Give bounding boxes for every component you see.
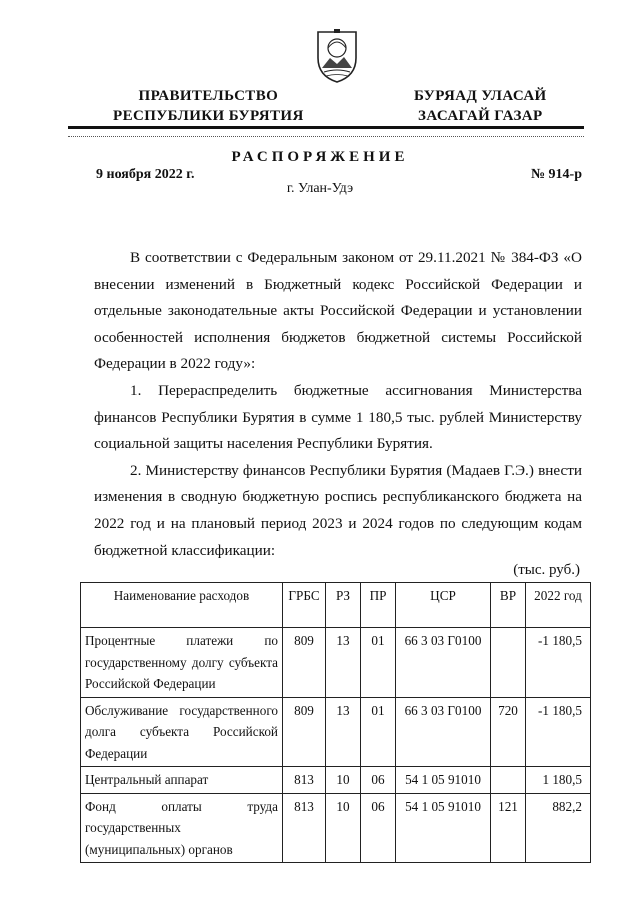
table-cell-csr: 54 1 05 91010: [396, 767, 491, 794]
table-row: [81, 628, 591, 698]
table-cell-rz: 10: [326, 767, 361, 794]
document-city: г. Улан-Удэ: [286, 181, 354, 196]
header-left-line1: ПРАВИТЕЛЬСТВО: [138, 88, 279, 104]
table-cell-grbs: 813: [283, 767, 326, 794]
table-row: [81, 793, 591, 863]
table-cell-rz: 13: [326, 697, 361, 767]
paragraph-preamble: В соответствии с Федеральным законом от 29.11.2021 № 384-ФЗ «О внесении изменений в Бюджетный кодекс Российской Федерации и отдельные законодательные акты Российской Федерации и установлении особенностей исполнения бюджетов бюджетной системы Российской Федерации в 2022 году»:: [94, 249, 582, 373]
coat-of-arms-icon: [314, 28, 360, 84]
col-header-csr: ЦСР: [396, 583, 491, 628]
table-cell-csr: 66 3 03 Г0100: [396, 628, 491, 698]
table-cell-name: Обслуживание государственного долга субъекта Российской Федерации: [81, 697, 283, 767]
table-cell-grbs: 809: [283, 697, 326, 767]
table-cell-vr: 720: [491, 697, 526, 767]
table-cell-vr: [491, 628, 526, 698]
table-header-row: [81, 583, 591, 628]
table-cell-grbs: 809: [283, 628, 326, 698]
table-cell-pr: 06: [361, 793, 396, 863]
col-header-2022: 2022 год: [526, 583, 591, 628]
header-left-line2: РЕСПУБЛИКИ БУРЯТИЯ: [113, 108, 304, 124]
header-right-line1: БУРЯАД УЛАСАЙ: [414, 88, 547, 104]
header-rule: [68, 126, 584, 129]
header-dotted-rule: [68, 136, 584, 137]
col-header-grbs: ГРБС: [283, 583, 326, 628]
table-cell-vr: 121: [491, 793, 526, 863]
table-cell-amount: 882,2: [526, 793, 591, 863]
table-cell-name: Центральный аппарат: [81, 767, 283, 794]
col-header-pr: ПР: [361, 583, 396, 628]
table-cell-rz: 10: [326, 793, 361, 863]
units-label: (тыс. руб.): [513, 562, 580, 578]
paragraph-item-1: 1. Перераспределить бюджетные ассигнования Министерства финансов Республики Бурятия в сумме 1 180,5 тыс. рублей Министерству социальной защиты населения Республики Бурятия.: [94, 381, 582, 453]
table-cell-csr: 66 3 03 Г0100: [396, 697, 491, 767]
budget-table: [80, 582, 591, 863]
table-cell-pr: 01: [361, 628, 396, 698]
table-cell-csr: 54 1 05 91010: [396, 793, 491, 863]
table-cell-name: Процентные платежи по государственному долгу субъекта Российской Федерации: [81, 628, 283, 698]
document-body: [94, 245, 582, 564]
table-cell-vr: [491, 767, 526, 794]
table-cell-name: Фонд оплаты труда государственных (муниципальных) органов: [81, 793, 283, 863]
header-left: [113, 86, 304, 126]
header-right: [414, 86, 547, 126]
table-cell-amount: -1 180,5: [526, 697, 591, 767]
col-header-rz: РЗ: [326, 583, 361, 628]
document-date: 9 ноября 2022 г.: [96, 167, 195, 182]
table-cell-rz: 13: [326, 628, 361, 698]
col-header-name: Наименование расходов: [81, 583, 283, 628]
table-cell-pr: 01: [361, 697, 396, 767]
paragraph-item-2: 2. Министерству финансов Республики Бурятия (Мадаев Г.Э.) внести изменения в сводную бюджетную роспись республиканского бюджета на 2022 год и на плановый период 2023 и 2024 годов по следующим кодам бюджетной классификации:: [94, 461, 582, 559]
document-title: РАСПОРЯЖЕНИЕ: [231, 149, 409, 165]
col-header-vr: ВР: [491, 583, 526, 628]
table-cell-grbs: 813: [283, 793, 326, 863]
table-row: [81, 767, 591, 794]
table-row: [81, 697, 591, 767]
table-cell-amount: 1 180,5: [526, 767, 591, 794]
document-number: № 914-р: [530, 167, 582, 182]
header-right-line2: ЗАСАГАЙ ГАЗАР: [418, 108, 543, 124]
table-cell-pr: 06: [361, 767, 396, 794]
table-cell-amount: -1 180,5: [526, 628, 591, 698]
